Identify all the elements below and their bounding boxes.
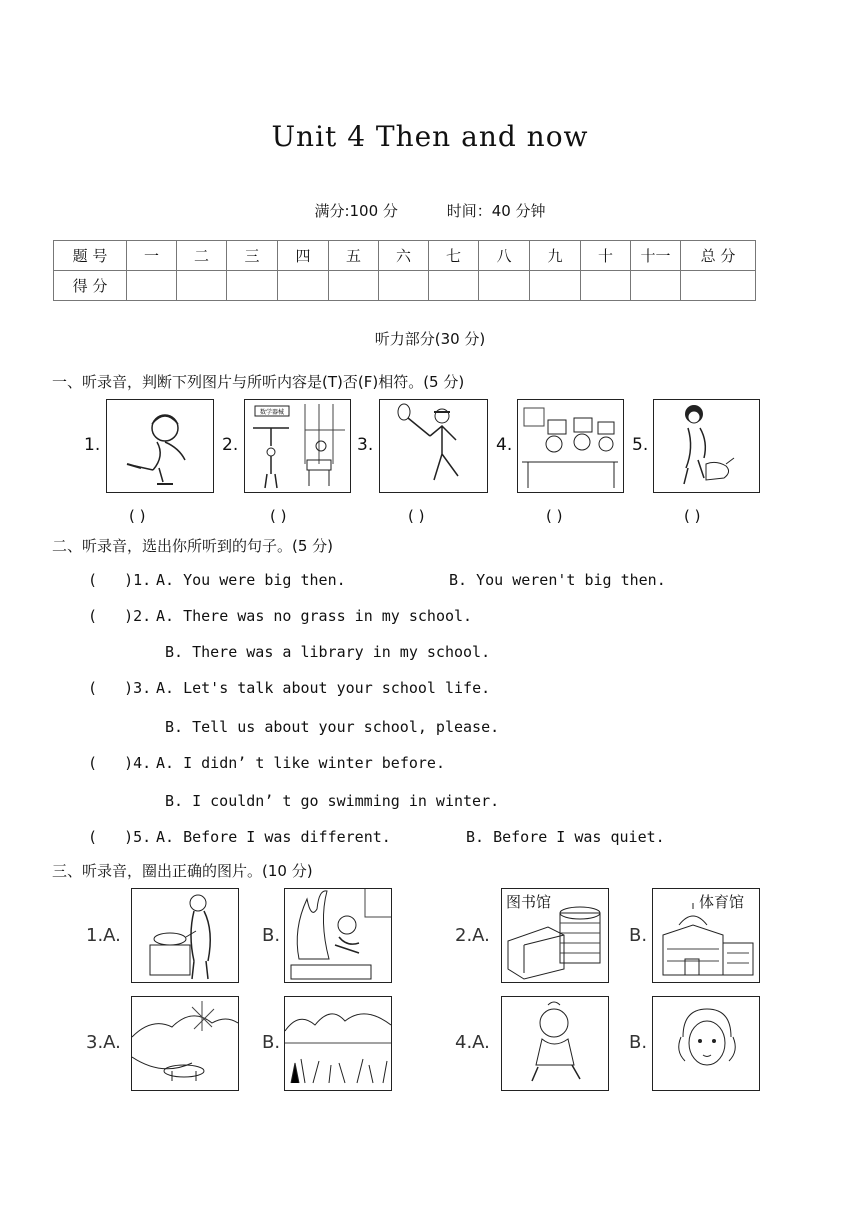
option-b: B. I couldn’ t go swimming in winter. <box>165 792 500 810</box>
girl-skating-image <box>106 399 214 493</box>
page-title: Unit 4 Then and now <box>271 120 589 153</box>
part3-title: 三、听录音，圈出正确的图片。(10 分) <box>52 862 313 880</box>
score-cell[interactable] <box>530 271 581 301</box>
girl-sitting-image[interactable] <box>501 996 609 1091</box>
part1-number: 2. <box>222 435 239 455</box>
score-table-header-row <box>54 241 756 271</box>
full-score: 满分:100 分 <box>314 202 398 220</box>
gym-caption: 体育馆 <box>699 893 745 911</box>
library-building-image[interactable] <box>501 888 609 983</box>
woman-cooking-image[interactable] <box>131 888 239 983</box>
score-cell[interactable] <box>429 271 479 301</box>
part1-title: 一、听录音，判断下列图片与所听内容是(T)否(F)相符。(5 分) <box>52 373 465 391</box>
table-cell: 九 <box>530 241 581 271</box>
table-cell: 八 <box>479 241 530 271</box>
time-limit: 时间：40 分钟 <box>446 202 546 220</box>
answer-paren[interactable]: ( ) <box>684 507 701 525</box>
option-label: B. <box>262 925 281 946</box>
score-cell[interactable] <box>177 271 227 301</box>
table-cell: 一 <box>127 241 177 271</box>
table-cell: 三 <box>227 241 278 271</box>
part1-number: 1. <box>84 435 101 455</box>
part1-number: 4. <box>496 435 513 455</box>
grass-field-image[interactable] <box>284 996 392 1091</box>
item-paren[interactable]: ( )1. <box>88 571 152 589</box>
option-a: A. I didn’ t like winter before. <box>156 754 445 772</box>
man-cooking-fire-image[interactable] <box>284 888 392 983</box>
option-label: 3.A. <box>86 1032 121 1053</box>
score-cell[interactable] <box>278 271 329 301</box>
table-cell: 四 <box>278 241 329 271</box>
students-computers-image <box>517 399 624 493</box>
table-cell: 十 <box>581 241 631 271</box>
table-cell: 得 分 <box>54 271 127 301</box>
table-cell: 十一 <box>631 241 681 271</box>
library-caption: 图书馆 <box>506 893 552 911</box>
item-paren[interactable]: ( )5. <box>88 828 152 846</box>
table-cell: 总 分 <box>681 241 756 271</box>
answer-paren[interactable]: ( ) <box>270 507 287 525</box>
option-a: A. Let's talk about your school life. <box>156 679 491 697</box>
option-label: 2.A. <box>455 925 490 946</box>
score-cell[interactable] <box>379 271 429 301</box>
option-label: B. <box>262 1032 281 1053</box>
option-label: 4.A. <box>455 1032 490 1053</box>
option-b: B. You weren't big then. <box>449 571 666 589</box>
option-a: A. Before I was different. <box>156 828 391 846</box>
item-paren[interactable]: ( )4. <box>88 754 152 772</box>
score-cell[interactable] <box>329 271 379 301</box>
option-label: 1.A. <box>86 925 121 946</box>
score-cell[interactable] <box>227 271 278 301</box>
score-cell[interactable] <box>631 271 681 301</box>
exam-meta <box>0 200 860 221</box>
score-cell[interactable] <box>681 271 756 301</box>
answer-paren[interactable]: ( ) <box>546 507 563 525</box>
item-paren[interactable]: ( )2. <box>88 607 152 625</box>
gym-building-image[interactable] <box>652 888 760 983</box>
score-table <box>53 240 756 301</box>
table-cell: 五 <box>329 241 379 271</box>
item-paren[interactable]: ( )3. <box>88 679 152 697</box>
answer-paren[interactable]: ( ) <box>408 507 425 525</box>
part1-number: 3. <box>357 435 374 455</box>
gym-sign-text: 数学器械 <box>259 409 285 416</box>
listening-section-title: 听力部分(30 分) <box>374 330 486 348</box>
girl-face-image[interactable] <box>652 996 760 1091</box>
park-scene-image[interactable] <box>131 996 239 1091</box>
option-label: B. <box>629 925 648 946</box>
score-cell[interactable] <box>479 271 530 301</box>
option-b: B. Tell us about your school, please. <box>165 718 500 736</box>
option-a: A. There was no grass in my school. <box>156 607 473 625</box>
table-cell: 题 号 <box>54 241 127 271</box>
girl-walking-dog-image <box>653 399 760 493</box>
option-a: A. You were big then. <box>156 571 346 589</box>
score-cell[interactable] <box>127 271 177 301</box>
score-cell[interactable] <box>581 271 631 301</box>
option-b: B. Before I was quiet. <box>466 828 665 846</box>
table-cell: 六 <box>379 241 429 271</box>
part2-title: 二、听录音，选出你所听到的句子。(5 分) <box>52 537 334 555</box>
score-table-score-row <box>54 271 756 301</box>
option-b: B. There was a library in my school. <box>165 643 491 661</box>
option-label: B. <box>629 1032 648 1053</box>
boy-playing-badminton-image <box>379 399 488 493</box>
table-cell: 七 <box>429 241 479 271</box>
gym-sign-image <box>244 399 351 493</box>
table-cell: 二 <box>177 241 227 271</box>
part1-number: 5. <box>632 435 649 455</box>
answer-paren[interactable]: ( ) <box>129 507 146 525</box>
